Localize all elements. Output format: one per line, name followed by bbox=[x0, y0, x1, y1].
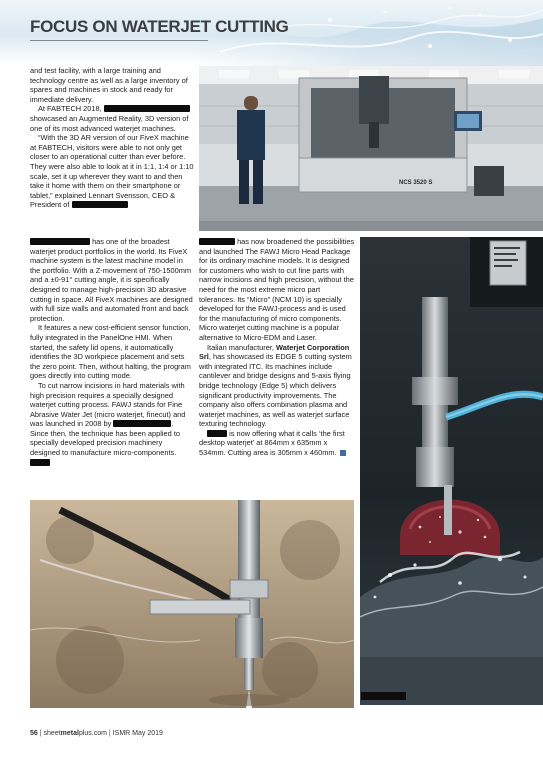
photo-waterjet-nozzle bbox=[30, 500, 354, 708]
photo-waterjet-machine bbox=[199, 66, 543, 231]
redacted-company-name bbox=[104, 105, 190, 112]
company-name-bold: Waterjet Corporation Srl bbox=[199, 342, 350, 362]
redacted-company-name bbox=[207, 430, 227, 437]
text-run: is now offering what it calls ‘the first desktop waterjet’ at 864mm x 635mm x 534mm. Cutting area is 305mm x 460mm. bbox=[199, 428, 345, 458]
text-run: . Since then, the technique has been applied to specially developed precision machinery designed to manufacture micro-components. bbox=[30, 419, 180, 458]
section-title: FOCUS ON WATERJET CUTTING bbox=[30, 17, 289, 36]
text-run: showcased an Augmented Reality, 3D version of one of its most advanced waterjet machines. bbox=[30, 113, 189, 133]
text-run: At FABTECH 2018, bbox=[38, 104, 102, 114]
issue-label: ISMR May 2019 bbox=[112, 730, 163, 737]
paragraph bbox=[199, 343, 355, 429]
text-run: “With the 3D AR version of our FiveX machine at FABTECH, visitors were able to not only get closer to an operational cutter than ever before. They were also able to look at it in 1:1, 1:4 or 1:10 scale, set it up wherever they want to and then take it home with them on their smartphone or tablet,” explained Lennart Svensson, CEO & President of bbox=[30, 133, 194, 210]
paragraph: and test facility, with a large training and technology centre as well as a large inventory of spares and machines in stock and ready for immediate delivery. bbox=[30, 66, 188, 104]
text-run: sheet bbox=[43, 730, 61, 737]
text-run: plus.com bbox=[78, 730, 107, 737]
redacted-company-name bbox=[113, 420, 171, 427]
title-underline bbox=[30, 40, 208, 41]
paragraph bbox=[30, 133, 196, 210]
page-footer bbox=[30, 730, 163, 737]
text-run: To cut narrow incisions in hard materials with high precision requires a specially designed waterjet cutting process. FAWJ stands for Fine Abrasive Water Jet (micro waterjet, finecut) and was launched in 2008 by bbox=[30, 380, 186, 429]
article-column-middle bbox=[199, 237, 355, 458]
redacted-photo-credit bbox=[361, 692, 406, 700]
redacted-company-name bbox=[30, 459, 50, 466]
text-run: Italian manufacturer, bbox=[207, 342, 274, 352]
text-run: , has showcased its EDGE 5 cutting system with integrated ITC. Its machines include cantilever and bridge designs and 5-axis flying bridge technology (Edge 5) which delivers significant productivity improvements. The company also offers combination plasma and waterjet machines, as well as waterjet surface texturing technology. bbox=[199, 352, 352, 429]
photo-cutting-head-closeup bbox=[360, 237, 543, 705]
article-column-left bbox=[30, 237, 193, 467]
article-end-mark bbox=[340, 450, 346, 456]
text-run: has now broadened the possibilities and launched The FAWJ Micro Head Package for its ordinary machine models. It is designed for customers who wish to cut fine parts with narrow incisions and high precision, without the need for the most extreme micro part tolerances. Its “Micro” (NCM 10) is specially developed for the FAWJ-process and is used for the manufacturing of micro components. Micro waterjet cutting machine is a popular alternative to Micro-EDM and Laser. bbox=[199, 237, 355, 342]
paragraph bbox=[30, 104, 196, 133]
footer-separator: | bbox=[108, 730, 111, 737]
redacted-company-name bbox=[199, 238, 235, 245]
page-number: 56 bbox=[30, 730, 38, 737]
redacted-company-name bbox=[72, 201, 128, 208]
paragraph bbox=[30, 381, 193, 467]
paragraph bbox=[199, 429, 355, 458]
website-url bbox=[44, 730, 107, 737]
footer-separator: | bbox=[39, 730, 42, 737]
paragraph bbox=[30, 237, 193, 323]
paragraph bbox=[199, 237, 355, 343]
text-run: metal bbox=[60, 730, 79, 737]
redacted-company-name bbox=[30, 238, 90, 245]
machine-model-label: NCS 3520 S bbox=[399, 180, 433, 186]
article-column-top-left bbox=[30, 66, 196, 210]
paragraph: It features a new cost-efficient sensor function, fully integrated in the PanelOne HMI. When started, the safety lid opens, it automatically identifies the 3D workpiece placement and sets the zero point. Then, without halting, the program goes directly into cutting mode. bbox=[30, 323, 191, 381]
text-run: has one of the broadest waterjet product portfolios in the world. Its FiveX machine system is the latest machine model in the portfolio. With a Z-movement of 750-1500mm and a ±0-91° cutting angle, it is specifically designed to manage high-precision 3D abrasive cutting in space. All FiveX machines are designed with full size walls and automated front and back protection. bbox=[30, 237, 193, 323]
